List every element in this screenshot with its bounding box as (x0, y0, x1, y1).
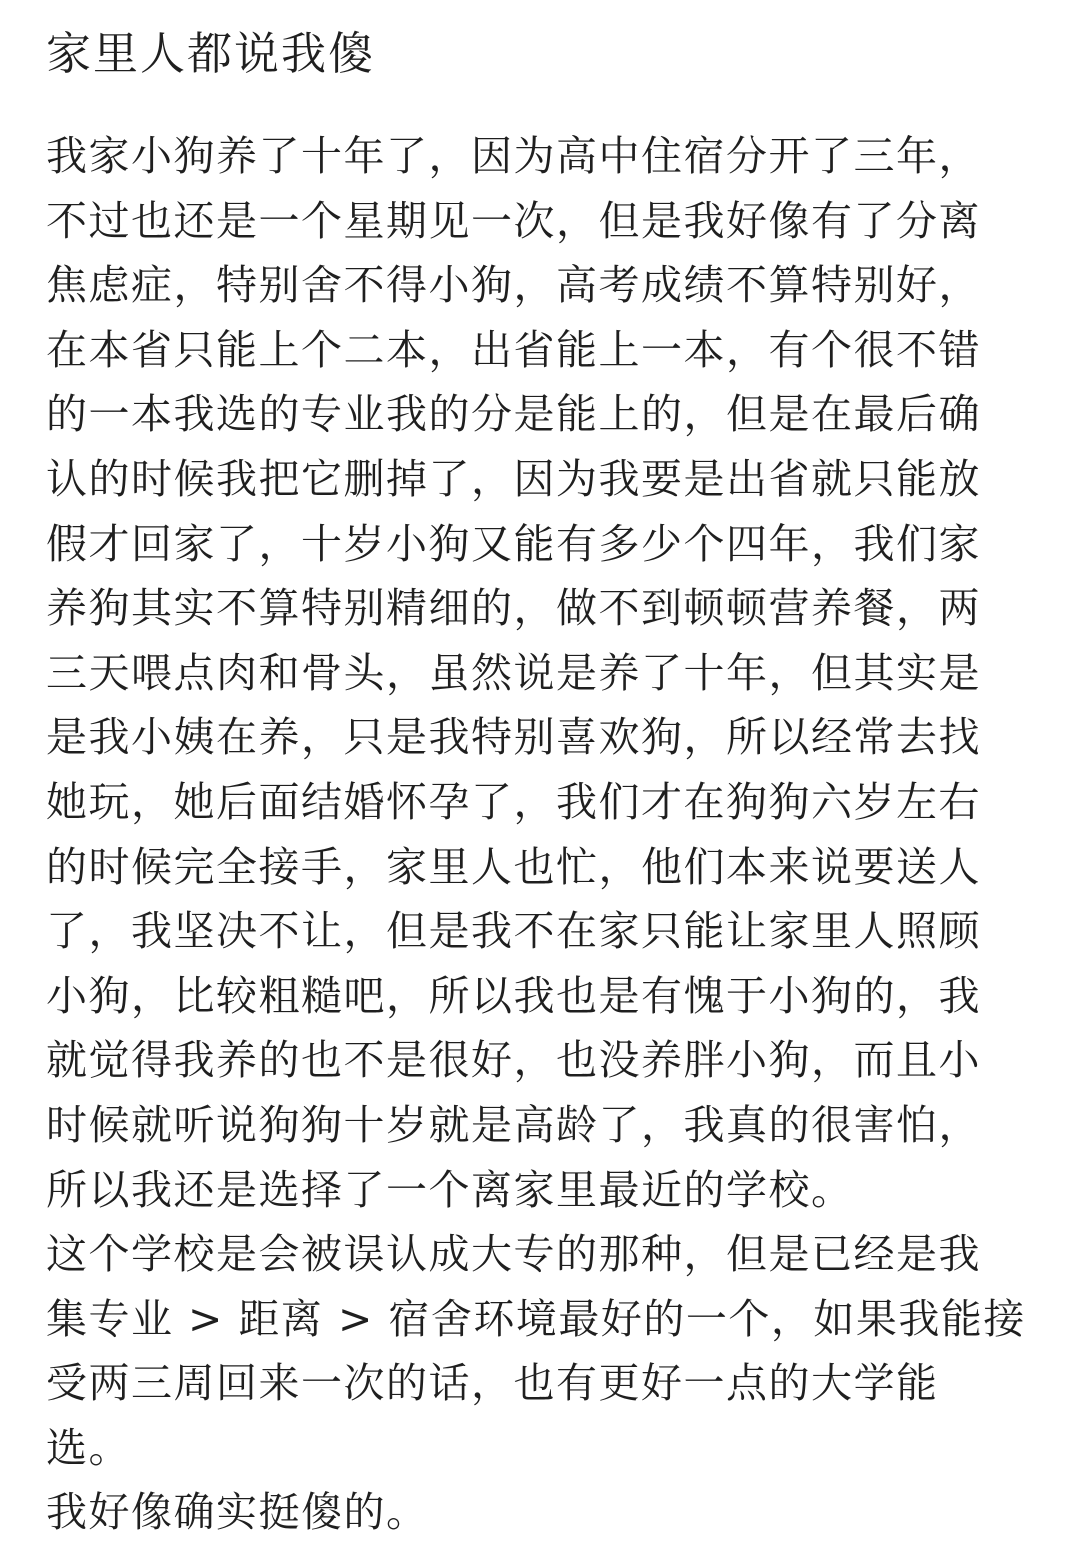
body-line: 这个学校是会被误认成大专的那种，但是已经是我 (46, 1230, 981, 1279)
body-line: 受两三周回来一次的话，也有更好一点的大学能 (46, 1359, 939, 1408)
body-line: 认的时候我把它删掉了，因为我要是出省就只能放 (46, 454, 981, 503)
post-title: 家里人都说我傻 (46, 27, 376, 80)
body-line: 她玩，她后面结婚怀孕了，我们才在狗狗六岁左右 (46, 777, 981, 826)
body-line: 的时候完全接手，家里人也忙，他们本来说要送人 (46, 842, 981, 891)
body-line: 三天喂点肉和骨头，虽然说是养了十年，但其实是 (46, 648, 981, 697)
body-line: 我家小狗养了十年了，因为高中住宿分开了三年， (46, 132, 981, 180)
body-line: 不过也还是一个星期见一次，但是我好像有了分离 (46, 196, 981, 245)
post-body (46, 124, 1036, 1545)
body-line: 焦虑症，特别舍不得小狗，高考成绩不算特别好， (46, 261, 981, 310)
body-line: 就觉得我养的也不是很好，也没养胖小狗，而且小 (46, 1036, 981, 1085)
body-line: 时候就听说狗狗十岁就是高龄了，我真的很害怕， (46, 1100, 981, 1149)
body-line: 小狗，比较粗糙吧，所以我也是有愧于小狗的，我 (46, 971, 981, 1020)
body-line: 选。 (46, 1423, 131, 1472)
body-line: 集专业 > 距离 > 宿舍环境最好的一个，如果我能接 (46, 1294, 1026, 1343)
body-line: 养狗其实不算特别精细的，做不到顿顿营养餐，两 (46, 584, 981, 633)
body-line: 了，我坚决不让，但是我不在家只能让家里人照顾 (46, 907, 981, 956)
body-line: 假才回家了，十岁小狗又能有多少个四年，我们家 (46, 519, 981, 568)
body-line: 在本省只能上个二本，出省能上一本，有个很不错 (46, 325, 981, 374)
post-container (46, 0, 1036, 1545)
body-line: 是我小姨在养，只是我特别喜欢狗，所以经常去找 (46, 713, 981, 762)
body-line: 的一本我选的专业我的分是能上的，但是在最后确 (46, 390, 981, 439)
body-line: 所以我还是选择了一个离家里最近的学校。 (46, 1165, 854, 1214)
body-line: 我好像确实挺傻的。 (46, 1488, 429, 1537)
